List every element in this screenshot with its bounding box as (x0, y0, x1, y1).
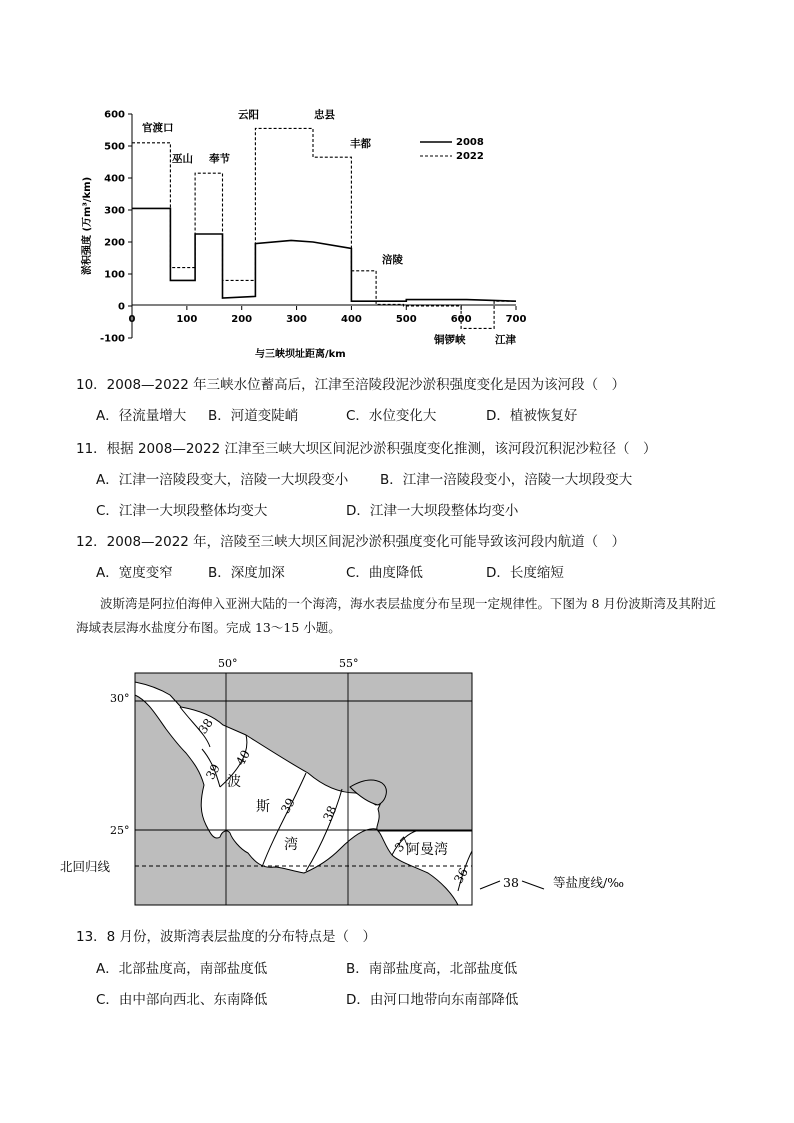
place-label-tongluoxia: 铜锣峡 (434, 334, 466, 346)
place-label-fengdu: 丰都 (350, 138, 371, 150)
place-label-yunyang: 云阳 (238, 109, 259, 121)
q11-option-a[interactable]: A．江津一涪陵段变大，涪陵一大坝段变小 (96, 472, 349, 488)
isohaline-label-36: 36 (451, 865, 471, 886)
oman-gulf-label: 阿曼湾 (406, 842, 448, 858)
place-label-guandukou: 官渡口 (142, 122, 174, 134)
intro-paragraph: 波斯湾是阿拉伯海伸入亚洲大陆的一个海湾，海水表层盐度分布呈现一定规律性。下图为 8 月份波斯湾及其附近海域表层海水盐度分布图。完成 13～15 小题。 (76, 596, 716, 635)
q13-option-b[interactable]: B．南部盐度高，北部盐度低 (346, 961, 518, 977)
isohaline-label-38a: 38 (195, 715, 216, 737)
place-label-fengjie: 奉节 (209, 153, 230, 165)
x-tick-label: 100 (176, 314, 198, 325)
q11-option-b[interactable]: B．江津一涪陵段变小，涪陵一大坝段变大 (380, 472, 633, 488)
isohaline-label-40: 40 (233, 747, 253, 768)
y-tick-label: 200 (104, 237, 125, 249)
gulf-char-3: 湾 (284, 837, 298, 853)
tropic-label: 北回归线 (60, 859, 111, 874)
place-label-wushan: 巫山 (172, 153, 193, 165)
map-legend-text: 等盐度线/‰ (553, 875, 624, 890)
place-label-fuling: 涪陵 (382, 254, 403, 266)
y-tick-label: 500 (104, 141, 125, 153)
y-tick-label: 400 (104, 173, 125, 185)
place-label-jiangjin: 江津 (495, 334, 516, 346)
gulf-char-2: 斯 (256, 799, 270, 815)
chart-legend (420, 137, 484, 162)
x-tick-label: 200 (231, 314, 253, 325)
q13-option-a[interactable]: A．北部盐度高，南部盐度低 (96, 961, 268, 977)
x-tick-label: 500 (395, 314, 417, 325)
question-13: 13．8 月份，波斯湾表层盐度的分布特点是（ ） (76, 929, 377, 945)
lon-label-50: 50° (218, 657, 238, 670)
series-2008-line (132, 208, 516, 301)
q12-option-a[interactable]: A．宽度变窄 (96, 565, 173, 581)
legend-2008: 2008 (456, 137, 484, 148)
map-legend-line-left (480, 881, 500, 889)
lon-label-55: 55° (339, 657, 359, 670)
question-11: 11．根据 2008—2022 江津至三峡大坝区间泥沙淤积强度变化推测，该河段沉积泥沙粒径（ ） (76, 441, 657, 457)
q13-option-d[interactable]: D．由河口地带向东南部降低 (346, 992, 519, 1008)
y-tick-label: 0 (118, 301, 125, 313)
chart-ylabel: 淤积强度 (万m³/km) (82, 176, 93, 275)
x-ticks (129, 306, 527, 325)
x-tick-label: 300 (286, 314, 308, 325)
gulf-char-1: 波 (227, 774, 241, 790)
isohaline-label-37: 37 (391, 834, 413, 855)
lat-label-30: 30° (110, 692, 130, 705)
salinity-map (60, 655, 660, 907)
x-tick-label: 700 (505, 314, 527, 325)
y-tick-label: -100 (99, 333, 125, 345)
isohaline-label-39b: 39 (278, 795, 298, 816)
q12-option-d[interactable]: D．长度缩短 (486, 565, 564, 581)
q10-option-c[interactable]: C．水位变化大 (346, 408, 437, 424)
map-legend-line-right (522, 881, 544, 889)
isohaline-label-38b: 38 (320, 803, 340, 824)
x-tick-label: 0 (128, 314, 136, 325)
chart-xlabel: 与三峡坝址距离/km (255, 349, 346, 360)
q10-option-d[interactable]: D．植被恢复好 (486, 408, 578, 424)
place-label-zhongxian: 忠县 (314, 109, 335, 121)
lat-label-25: 25° (110, 824, 130, 837)
q10-option-b[interactable]: B．河道变陡峭 (208, 408, 299, 424)
y-tick-label: 600 (104, 109, 125, 121)
q11-option-c[interactable]: C．江津一大坝段整体均变大 (96, 503, 268, 519)
isohaline-label-39a: 39 (203, 761, 223, 782)
q10-option-a[interactable]: A．径流量增大 (96, 408, 187, 424)
question-12: 12．2008—2022 年，涪陵至三峡大坝区间泥沙淤积强度变化可能导致该河段内航道（ ） (76, 534, 626, 550)
legend-2022: 2022 (456, 151, 484, 162)
x-tick-label: 400 (340, 314, 362, 325)
q12-option-b[interactable]: B．深度加深 (208, 565, 285, 581)
y-tick-label: 300 (104, 205, 125, 217)
q12-option-c[interactable]: C．曲度降低 (346, 565, 423, 581)
q11-option-d[interactable]: D．江津一大坝段整体均变小 (346, 503, 519, 519)
question-10: 10．2008—2022 年三峡水位蓄高后，江津至涪陵段泥沙淤积强度变化是因为该河段（ ） (76, 377, 626, 393)
y-tick-label: 100 (104, 269, 125, 281)
siltation-chart (60, 100, 560, 362)
y-ticks (100, 110, 132, 345)
x-tick-label: 600 (450, 314, 472, 325)
q13-option-c[interactable]: C．由中部向西北、东南降低 (96, 992, 268, 1008)
map-legend-value: 38 (503, 875, 519, 890)
